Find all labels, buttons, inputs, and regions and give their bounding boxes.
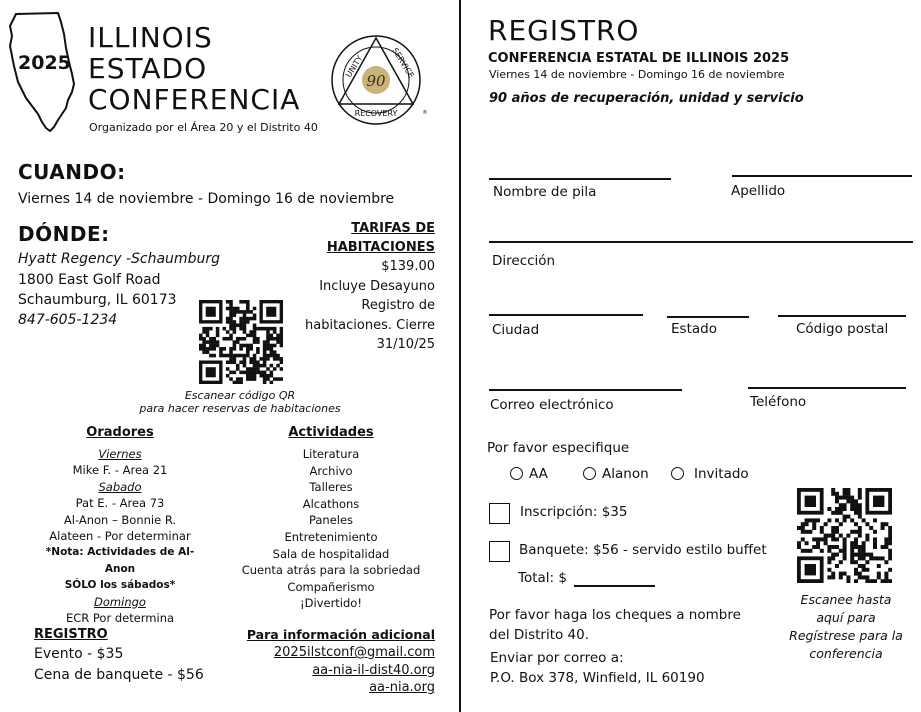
rates-line: habitaciones. Cierre (305, 317, 435, 333)
where-heading: DÓNDE: (18, 222, 110, 246)
registration-qr-code[interactable] (797, 488, 892, 583)
title-line: ESTADO (88, 52, 208, 85)
registration-line: Evento - $35 (34, 646, 124, 662)
banquet-checkbox[interactable] (489, 541, 510, 562)
registration-qr-caption (776, 591, 916, 663)
activities-heading: Actividades (288, 425, 374, 440)
logo-text: SERVICE (390, 46, 416, 80)
speaker-day: Sabado (98, 479, 142, 494)
rates-line: Registro de (361, 298, 435, 313)
speaker-note: SÓLO los sábados* (64, 579, 176, 592)
activity-item: Entretenimiento (284, 529, 378, 544)
activity-item: Compañerismo (287, 579, 375, 594)
aa-logo-icon (330, 34, 428, 126)
room-rates (275, 219, 435, 355)
registration-summary (34, 626, 204, 686)
registration-subtitle: CONFERENCIA ESTATAL DE ILLINOIS 2025 (488, 51, 790, 66)
info-website-link[interactable]: aa-nia.org (369, 680, 435, 695)
registration-checkbox[interactable] (489, 503, 510, 524)
speaker-entry: Pat E. - Area 73 (75, 496, 165, 511)
total-field[interactable] (574, 585, 655, 587)
address-label: Dirección (492, 253, 556, 269)
speaker-entry: Mike F. - Area 21 (72, 463, 168, 478)
registration-title: REGISTRO (488, 14, 640, 47)
phone-label: Teléfono (750, 394, 807, 410)
activity-item: Alcathons (302, 496, 360, 511)
title-line: CONFERENCIA (88, 83, 301, 116)
rates-line: Incluye Desayuno (319, 278, 435, 294)
hotel-qr-code[interactable] (199, 300, 283, 384)
email-label: Correo electrónico (490, 397, 614, 413)
rates-heading: TARIFAS DE (351, 221, 435, 236)
logo-text: RECOVERY (354, 109, 398, 118)
year-label: 2025 (18, 52, 71, 74)
phone-field[interactable] (748, 387, 906, 389)
city-label: Ciudad (492, 322, 540, 338)
speaker-day: Viernes (98, 447, 142, 461)
banquet-fee-label: Banquete: $56 - servido estilo buffet (519, 542, 767, 558)
radio-alanon[interactable] (583, 467, 596, 480)
zip-label: Código postal (796, 321, 889, 337)
activity-item: Literatura (302, 447, 360, 461)
first-name-field[interactable] (489, 178, 671, 180)
hotel-qr-caption (120, 389, 360, 415)
speaker-entry: Al-Anon – Bonnie R. (63, 512, 177, 527)
qr-caption-line: Escanear código QR (184, 389, 296, 402)
email-field[interactable] (489, 389, 682, 391)
info-email-link[interactable]: 2025ilstconf@gmail.com (273, 645, 435, 660)
organizer-text: Organizado por el Área 20 y el Distrito 40 (89, 121, 318, 134)
radio-aa-label: AA (529, 466, 548, 482)
mail-line: Enviar por correo a: (490, 650, 624, 666)
rates-line: 31/10/25 (376, 337, 435, 352)
registration-fee-label: Inscripción: $35 (520, 504, 628, 520)
activity-item: ¡Divertido! (300, 596, 362, 611)
conference-title (88, 22, 300, 115)
qr-caption-line: Escanee hasta (800, 592, 892, 607)
registration-line: Cena de banquete - $56 (34, 667, 204, 683)
radio-alanon-label: Alanon (602, 466, 649, 482)
last-name-field[interactable] (732, 175, 912, 177)
radio-guest[interactable] (671, 467, 684, 480)
venue-city: Schaumburg, IL 60173 (18, 292, 177, 308)
state-label: Estado (671, 321, 717, 337)
speaker-entry: Alateen - Por determinar (49, 529, 191, 544)
mail-note (490, 649, 705, 688)
rates-line: $139.00 (381, 259, 435, 274)
activity-item: Archivo (309, 463, 353, 478)
logo-mark: ® (422, 110, 428, 116)
radio-guest-label: Invitado (694, 466, 749, 482)
venue-phone: 847-605-1234 (18, 312, 118, 328)
zip-field[interactable] (778, 315, 906, 317)
qr-caption-line: Regístrese para la (789, 628, 903, 643)
speaker-day: Domingo (94, 594, 146, 609)
first-name-label: Nombre de pila (493, 184, 597, 200)
venue-name: Hyatt Regency -Schaumburg (18, 251, 220, 267)
mail-line: P.O. Box 378, Winfield, IL 60190 (490, 669, 705, 686)
speakers-section (40, 424, 200, 626)
logo-text: UNITY (344, 53, 365, 80)
registration-dates: Viernes 14 de noviembre - Domingo 16 de noviembre (489, 68, 785, 81)
speakers-heading: Oradores (86, 425, 154, 440)
city-field[interactable] (489, 314, 643, 316)
qr-caption-line: para hacer reservas de habitaciones (139, 402, 341, 415)
panel-divider (459, 0, 461, 712)
radio-aa[interactable] (510, 467, 523, 480)
specify-label: Por favor especifique (487, 440, 630, 456)
activity-item: Paneles (308, 513, 354, 528)
registration-tagline: 90 años de recuperación, unidad y servicio (489, 91, 804, 106)
rates-heading: HABITACIONES (326, 240, 435, 255)
checks-note (489, 606, 741, 645)
state-field[interactable] (667, 316, 749, 318)
when-heading: CUANDO: (18, 160, 126, 184)
venue-street: 1800 East Golf Road (18, 272, 161, 288)
activity-item: Talleres (309, 480, 353, 495)
info-section (215, 626, 435, 697)
registration-heading: REGISTRO (34, 627, 108, 642)
checks-line: del Distrito 40. (489, 626, 590, 643)
total-label: Total: $ (518, 570, 567, 586)
speaker-entry: ECR Por determina (65, 611, 175, 626)
info-website-link[interactable]: aa-nia-il-dist40.org (312, 662, 435, 678)
qr-caption-line: aquí para (816, 610, 876, 625)
logo-center: 90 (366, 72, 386, 90)
speaker-note: *Nota: Actividades de Al-Anon (45, 546, 195, 575)
activity-item: Sala de hospitalidad (272, 546, 390, 561)
activity-item: Cuenta atrás para la sobriedad (241, 563, 421, 578)
activities-section (236, 424, 426, 612)
qr-caption-line: conferencia (809, 646, 883, 661)
last-name-label: Apellido (731, 183, 786, 199)
info-heading: Para información adicional (246, 627, 435, 642)
title-line: ILLINOIS (88, 21, 213, 54)
address-field[interactable] (489, 241, 913, 243)
checks-line: Por favor haga los cheques a nombre (489, 607, 741, 623)
when-text: Viernes 14 de noviembre - Domingo 16 de noviembre (18, 191, 395, 207)
